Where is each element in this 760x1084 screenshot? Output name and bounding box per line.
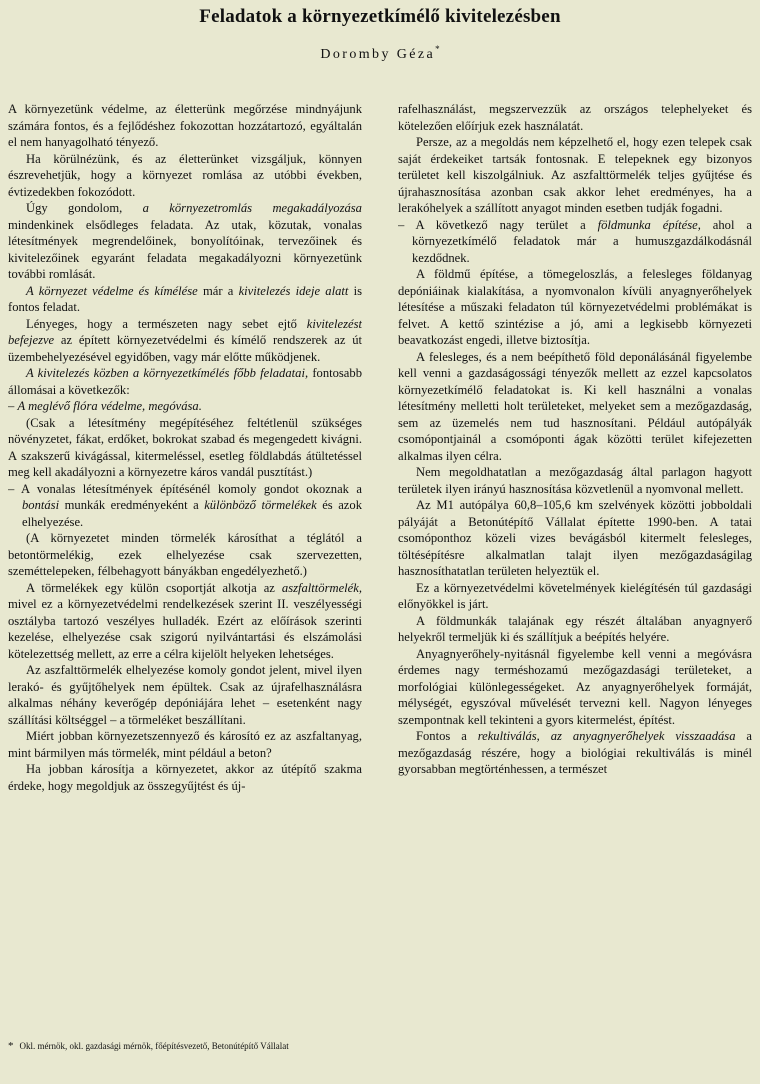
text-run: Úgy gondolom, bbox=[26, 201, 143, 215]
text-run: Anyagnyerőhely-nyitásnál figyelembe kell venni a megóvásra érdemes nagy terméshozamú mezőgazdasági területeket, a morfológiai különlegességeket. Az anyagnyerőhelyek formáját, mélységét, egyszóval művelését tervezni kell. Nagyon lényeges szempontnak kell tekinteni a gyors kitermelést, építést. bbox=[398, 646, 752, 727]
paragraph bbox=[398, 728, 752, 778]
author-footnote-mark: * bbox=[435, 44, 440, 54]
text-run: az épített környezetvédelmi és kímélő rendszerek az út üzembehelyezésével egyidőben, vagy már előtte működjenek. bbox=[8, 333, 362, 364]
text-run: Ha körülnézünk, és az életterünket vizsgáljuk, könnyen észrevehetjük, hogy a környezet romlása az utóbbi években, évtizedekben fokozódott. bbox=[8, 151, 362, 199]
paragraph bbox=[398, 646, 752, 729]
paragraph bbox=[8, 283, 362, 316]
text-run: Az aszfalttörmelék elhelyezése komoly gondot jelent, mivel ilyen lerakó- és gyűjtőhelyek nem épültek. Csak az újrafelhasználásra alkalmas néhány keverőgép depóniájára lehet – esetenként nagy szállítási költséggel – a törmeléket beszállítani. bbox=[8, 663, 362, 727]
paragraph bbox=[8, 728, 362, 761]
text-run: (A környezetet minden törmelék károsíthat a téglától a betontörmelékig, ezek elhelyezése csak szervezetten, szeméttelepeken, félbehagyott bányákban engedélyezhető.) bbox=[8, 531, 362, 578]
text-run: A törmelékek egy külön csoportját alkotja az bbox=[26, 580, 282, 595]
text-run: Ez a környezetvédelmi követelmények kielégítésén túl gazdasági előnyökkel is járt. bbox=[398, 580, 752, 611]
paragraph bbox=[398, 217, 752, 267]
text-run: Miért jobban környezetszennyező és károsító ez az aszfaltanyag, mint bármilyen más törmelék, mint például a beton? bbox=[8, 729, 362, 760]
text-run: A környezetünk védelme, az életterünk megőrzése mindnyájunk számára fontos, és a fejlődéshez fokozottan hozzátartozó, egyáltalán el nem hanyagolható tényező. bbox=[8, 102, 362, 149]
paragraph bbox=[398, 266, 752, 349]
text-run: – A vonalas létesítmények építésénél komoly gondot okoznak a bbox=[8, 481, 362, 496]
emphasis-text: rekultiválás, az anyagnyerőhelyek visszaadása bbox=[477, 729, 736, 743]
emphasis-text: aszfalttörmelék, bbox=[281, 580, 362, 595]
text-run: ahol a környezetkímélő feladatok már a humuszgazdálkodásnál kezdődnek. bbox=[412, 217, 752, 265]
text-run: (Csak a létesítmény megépítéséhez feltétlenül szükséges növényzetet, fákat, erdőket, bokrokat szabad és megengedett kivágni. A szakszerű kivágással, kitermeléssel, esetleg földlabdás átültetéssel meg kell akadályozni a környezetre káros vandál pusztítást.) bbox=[8, 415, 362, 479]
emphasis-text: különböző törmelékek bbox=[204, 498, 317, 512]
paragraph bbox=[398, 464, 752, 497]
text-run: Fontos a bbox=[416, 729, 478, 743]
text-run: munkák eredményeként a bbox=[59, 498, 205, 512]
paragraph bbox=[8, 415, 362, 481]
text-run: a mezőgazdaság részére, hogy a biológiai rekultiválás is minél gyorsabban megtörténhessen, a természet bbox=[398, 729, 752, 776]
paragraph bbox=[8, 316, 362, 366]
paragraph bbox=[8, 761, 362, 794]
paragraph bbox=[8, 530, 362, 580]
paragraph bbox=[8, 398, 362, 415]
text-run: mivel ez a környezetvédelmi rendelkezések szerint II. veszélyességi osztályba tartozó veszélyes hulladék. Ezért az előírások szerinti kezelése, elhelyezése csak szigorú nyilvántartási és elszámolási kötelezettség mellett, az erre a célra kijelölt helyeken lehetséges. bbox=[8, 597, 362, 661]
text-run: rafelhasználást, megszervezzük az országos telephelyeket és kötelezően előírjuk ezek használatát. bbox=[398, 102, 752, 133]
emphasis-text: a környezetromlás megakadályozása bbox=[142, 201, 362, 215]
text-run: – bbox=[8, 399, 18, 413]
text-run: már a bbox=[197, 283, 239, 298]
emphasis-text: A kivitelezés közben a környezetkímélés főbb feladatai, bbox=[26, 366, 309, 380]
paragraph bbox=[8, 151, 362, 201]
paragraph bbox=[398, 613, 752, 646]
text-run: Persze, az a megoldás nem képzelhető el, hogy ezen telepek csak saját érdekeiket tartsák fontosnak. E telepeknek egy bizonyos területet kell kiszolgálniuk. Az aszfalttörmelék teljes gyűjtése és újrahasznosítása azonban csak akkor lehet eredményes, ha a lerakóhelyek a szállított anyagot minden esetben tudják fogadni. bbox=[398, 135, 752, 215]
emphasis-text: kivitelezést befejezve bbox=[8, 316, 362, 347]
footnote bbox=[8, 1040, 748, 1052]
text-run: Az M1 autópálya 60,8–105,6 km szelvények közötti jobboldali pályáját a Betonútépítő Vállalat építette 1990-ben. A tatai csomóponthoz közeli vizes bevágásból kitermelt felesleges, töltésépítésre alkalmatlan talajt ilyen mezőgazdaságilag hasznosíthatatlan területen helyeztük el. bbox=[398, 498, 752, 578]
emphasis-text: A környezet védelme és kímélése bbox=[26, 283, 198, 298]
author-name: Doromby Géza bbox=[320, 47, 436, 62]
paragraph bbox=[8, 365, 362, 398]
paragraph bbox=[8, 580, 362, 663]
paragraph bbox=[8, 662, 362, 728]
text-run: – A következő nagy terület a bbox=[398, 217, 598, 232]
right-column bbox=[398, 101, 752, 1026]
left-column bbox=[8, 101, 362, 1026]
text-run: fontosabb állomásai a következők: bbox=[8, 366, 362, 397]
footnote-text: Okl. mérnök, okl. gazdasági mérnök, főépítésvezető, Betonútépítő Vállalat bbox=[19, 1041, 289, 1051]
text-run: A földmű építése, a tömegeloszlás, a felesleges földanyag depóniáinak kialakítása, a nyomvonalon kívüli anyagnyerőhelyek létesítése a műszaki feladaton túl környezetvédelmi problémákat is felvet. A kettő szintézise a jó, ami a legkisebb környezeti beavatkozást engedi, illetve biztosítja. bbox=[398, 267, 752, 347]
text-run: és azok elhelyezése. bbox=[22, 498, 362, 529]
text-run: A földmunkák talajának egy részét általában anyagnyerő helyekről termeljük ki és szállítjuk a beépítés helyére. bbox=[398, 613, 752, 644]
author-line bbox=[0, 44, 760, 63]
emphasis-text: A meglévő flóra védelme, megóvása. bbox=[17, 399, 202, 413]
paragraph bbox=[8, 200, 362, 283]
article-title: Feladatok a környezetkímélő kivitelezésben bbox=[199, 6, 561, 27]
text-run: A felesleges, és a nem beépíthető föld deponálásánál figyelembe kell venni a gazdaságossági tényezők mellett az ezzel kapcsolatos környezetkímélő feladatokat is. Ki kell használni a vonalas létesítmény melletti holt területeket, melyeket sem a mezőgazdaság, sem az üzemelés nem tud hasznosítani. Például autópályák csomópontjainál a csomóponti ágak közötti terület kifejezetten alkalmas ilyen célra. bbox=[398, 349, 752, 463]
paragraph bbox=[398, 580, 752, 613]
paragraph bbox=[398, 497, 752, 580]
text-run: Ha jobban károsítja a környezetet, akkor az útépítő szakma érdeke, hogy megoldjuk az összegyűjtést és új- bbox=[8, 762, 362, 793]
paragraph bbox=[8, 101, 362, 151]
paragraph bbox=[8, 481, 362, 531]
paragraph bbox=[398, 101, 752, 134]
text-run: is fontos feladat. bbox=[8, 283, 362, 314]
emphasis-text: földmunka építése, bbox=[597, 217, 701, 232]
text-run: Lényeges, hogy a természeten nagy sebet ejtő bbox=[26, 316, 307, 331]
paragraph bbox=[398, 349, 752, 465]
emphasis-text: kivitelezés ideje alatt bbox=[238, 283, 349, 298]
text-run: mindenkinek elsődleges feladata. Az utak, közutak, vonalas létesítmények megrendelőinek, bonyolítóinak, tervezőinek és kivitelezőinek egyaránt feladata megakadályozni környezetünk további romlását. bbox=[8, 217, 362, 281]
text-run: Nem megoldhatatlan a mezőgazdaság által parlagon hagyott területek ilyen irányú hasznosítása közvetlenül a nyomvonal mellett. bbox=[398, 465, 752, 496]
paragraph bbox=[398, 134, 752, 217]
emphasis-text: bontási bbox=[22, 498, 60, 512]
footnote-mark: * bbox=[8, 1040, 14, 1052]
